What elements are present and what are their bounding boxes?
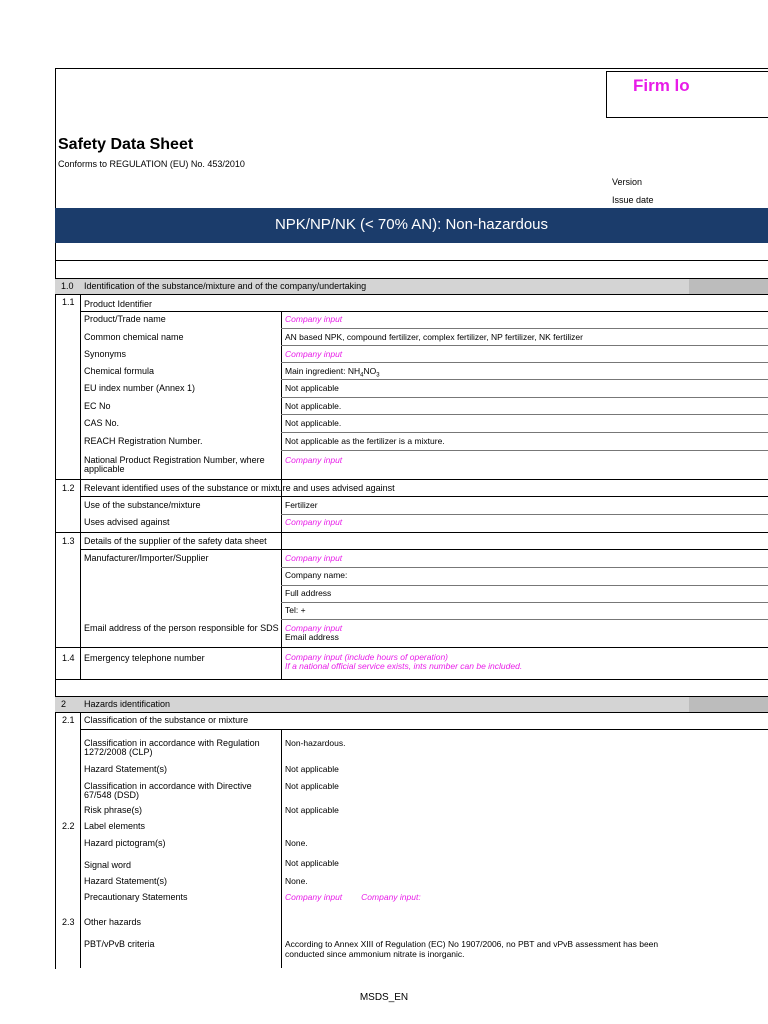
column-rule [281, 311, 282, 679]
row-value: Company input [285, 349, 343, 359]
telephone-field: Tel: + [285, 605, 306, 615]
row-rule [281, 450, 768, 451]
row-rule [281, 432, 768, 433]
row-label: Risk phrase(s) [84, 805, 143, 815]
row-rule [281, 602, 768, 603]
row-value: Not applicable [285, 383, 339, 393]
subsection-number: 2.1 [62, 715, 75, 725]
row-label: Hazard pictogram(s) [84, 838, 166, 848]
document-title: Safety Data Sheet [58, 136, 194, 153]
version-label: Version [612, 177, 643, 187]
formula-text: Main ingredient: NH [285, 366, 361, 376]
row-value: Not applicable as the fertilizer is a mixture. [285, 436, 445, 446]
row-rule [281, 345, 768, 346]
row-rule [281, 397, 768, 398]
subsection-number: 1.4 [62, 653, 75, 663]
section-title: Identification of the substance/mixture and of the company/undertaking [84, 281, 367, 291]
row-value: Fertilizer [285, 500, 318, 510]
row-label: REACH Registration Number. [84, 436, 203, 446]
column-rule [80, 294, 81, 679]
subsection-number: 2.3 [62, 917, 75, 927]
formula-subscript: 4 [360, 372, 364, 379]
company-input-text: Company input [285, 892, 343, 902]
row-value: Not applicable [285, 781, 339, 791]
divider [55, 260, 768, 261]
subsection-title: Other hazards [84, 917, 142, 927]
row-rule [80, 549, 768, 550]
subsection-title: Relevant identified uses of the substance or mixture and uses advised against [84, 483, 395, 493]
row-label: Product/Trade name [84, 314, 166, 324]
issue-date-label: Issue date [612, 195, 654, 205]
row-rule [281, 567, 768, 568]
row-value: Not applicable [285, 805, 339, 815]
column-rule [281, 729, 282, 968]
subsection-number: 1.3 [62, 536, 75, 546]
row-value: Company input [285, 623, 343, 633]
row-rule [80, 311, 768, 312]
row-value: AN based NPK, compound fertilizer, complex fertilizer, NP fertilizer, NK fertilizer [285, 332, 583, 342]
row-rule [281, 619, 768, 620]
row-label: Hazard Statement(s) [84, 764, 168, 774]
row-rule [281, 414, 768, 415]
full-address-field: Full address [285, 588, 332, 598]
row-label: Precautionary Statements [84, 892, 188, 902]
banner-text: NPK/NP/NK (< 70% AN): Non-hazardous [274, 216, 549, 233]
product-banner [55, 208, 768, 243]
row-label: Email address of the person responsible for SDS [84, 623, 279, 633]
section-bar-extension [689, 279, 768, 294]
subsection-number: 1.1 [62, 297, 75, 307]
row-label: PBT/vPvB criteria [84, 939, 155, 949]
section-number: 1.0 [61, 281, 74, 291]
row-label: Classification in accordance with Regulation 1272/2008 (CLP) [84, 738, 260, 757]
formula-text: NO [363, 366, 377, 376]
section-header-1 [55, 278, 768, 295]
row-value: Not applicable. [285, 418, 342, 428]
row-value: Non-hazardous. [285, 738, 346, 748]
subsection-title: Classification of the substance or mixture [84, 715, 249, 725]
company-input-text: Company input: [361, 892, 421, 902]
row-value: Company input (include hours of operation) [285, 652, 449, 662]
row-rule [55, 532, 768, 533]
column-rule [80, 712, 81, 968]
precautionary-statements-value [285, 893, 690, 902]
row-label: Use of the substance/mixture [84, 500, 201, 510]
sheet-footer: MSDS_EN [359, 992, 409, 1003]
row-label: Synonyms [84, 349, 127, 359]
row-value-secondary: If a national official service exists, ints number can be included. [285, 661, 523, 671]
row-value: Not applicable. [285, 401, 342, 411]
row-rule [281, 362, 768, 363]
firm-logo-box [606, 71, 768, 118]
row-label: National Product Registration Number, where applicable [84, 455, 265, 474]
row-label: Signal word [84, 860, 132, 870]
section-number: 2 [61, 699, 67, 709]
row-rule [55, 479, 768, 480]
section-bar-extension [689, 697, 768, 712]
row-rule [55, 647, 768, 648]
row-value-secondary: conducted since ammonium nitrate is inorganic. [285, 949, 465, 959]
subsection-title: Emergency telephone number [84, 653, 205, 663]
row-label: Hazard Statement(s) [84, 876, 168, 886]
row-value: According to Annex XIII of Regulation (EC) No 1907/2006, no PBT and vPvB assessment has been [285, 939, 659, 949]
row-value: Company input [285, 517, 343, 527]
row-label: Manufacturer/Importer/Supplier [84, 553, 209, 563]
row-rule [281, 585, 768, 586]
row-value: Company input [285, 455, 343, 465]
row-value: Not applicable [285, 858, 339, 868]
row-label: Common chemical name [84, 332, 184, 342]
formula-subscript: 3 [376, 372, 380, 379]
row-rule [281, 328, 768, 329]
row-label: EC No [84, 401, 111, 411]
row-label: Classification in accordance with Directive 67/548 (DSD) [84, 781, 252, 800]
section-header-2 [55, 696, 768, 713]
row-rule [55, 679, 768, 680]
subsection-number: 1.2 [62, 483, 75, 493]
regulation-note: Conforms to REGULATION (EU) No. 453/2010 [58, 159, 245, 169]
row-rule [80, 729, 768, 730]
row-label: CAS No. [84, 418, 120, 428]
row-value: None. [285, 838, 308, 848]
subsection-number: 2.2 [62, 821, 75, 831]
subsection-title: Product Identifier [84, 299, 153, 309]
row-value: Company input [285, 553, 343, 563]
row-rule [281, 379, 768, 380]
row-rule [80, 496, 768, 497]
row-label: Uses advised against [84, 517, 170, 527]
row-value-secondary: Email address [285, 632, 339, 642]
row-rule [281, 514, 768, 515]
row-label: Chemical formula [84, 366, 155, 376]
firm-logo-text: Firm lo [633, 76, 690, 95]
subsection-title: Label elements [84, 821, 146, 831]
row-label: EU index number (Annex 1) [84, 383, 196, 393]
subsection-title: Details of the supplier of the safety data sheet [84, 536, 267, 546]
section-title: Hazards identification [84, 699, 171, 709]
row-value: None. [285, 876, 308, 886]
company-name-field: Company name: [285, 570, 348, 580]
row-value: Company input [285, 314, 343, 324]
row-value: Not applicable [285, 764, 339, 774]
